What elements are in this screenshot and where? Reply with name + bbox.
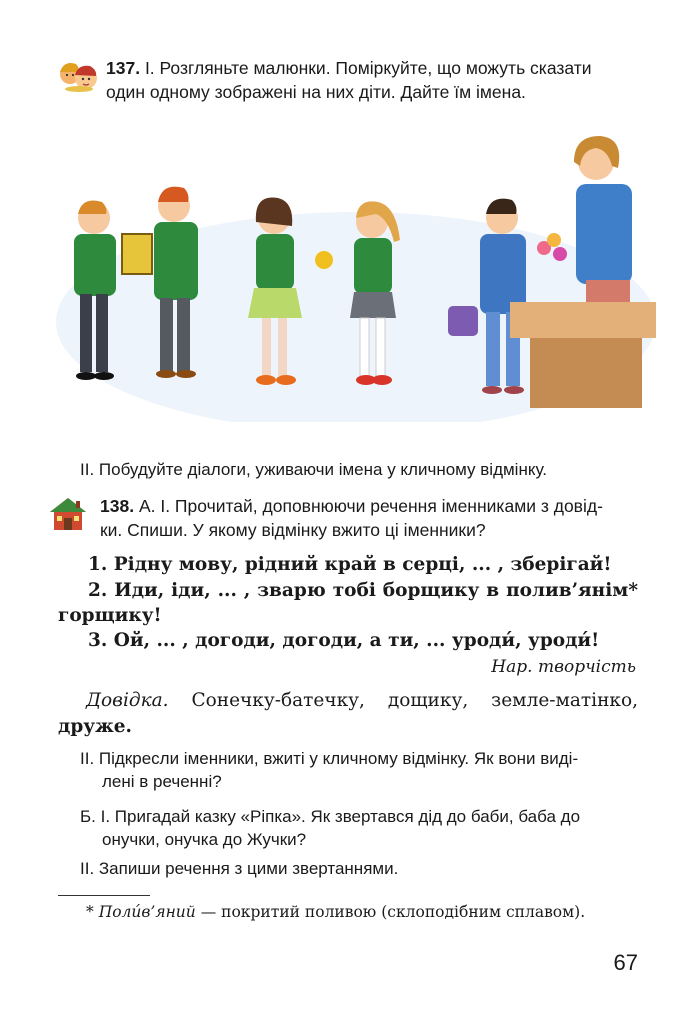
footnote-marker: * (86, 903, 94, 921)
instruction-line: один одному зображені на них діти. Дайте їм імена. (106, 82, 526, 102)
dovidka-line (86, 688, 638, 714)
footnote-term: Поли́в’яний (98, 903, 196, 921)
task-138-b (80, 805, 640, 851)
instruction-line: І. Розгляньте малюнки. Поміркуйте, що можуть сказати (144, 58, 592, 78)
verse-line: 1. Рідну мову, рідний край в серці, ... , зберігай! (88, 554, 612, 575)
verse-line: горщику! (58, 605, 162, 626)
task-number: 137. (106, 58, 141, 78)
task-137-instruction (106, 56, 658, 104)
task-138-b-part2: ІІ. Запиши речення з цими звертаннями. (80, 859, 399, 878)
dovidka-label: Довідка. (86, 690, 169, 711)
task-138-instruction (100, 494, 648, 542)
footnote (86, 903, 585, 921)
task-number: 138. (100, 496, 135, 516)
kids-icon (58, 58, 100, 92)
instruction-line: ки. Спиши. У якому відмінку вжито ці іменники? (100, 520, 486, 540)
task-138-part2 (80, 747, 640, 793)
instruction-line: А. І. Прочитай, доповнюючи речення іменниками з довід- (138, 496, 603, 516)
paragraph-line: лені в реченні? (102, 772, 222, 791)
dovidka-words: Сонечку-батечку, дощику, земле-матінко, (191, 690, 638, 711)
paragraph-line: онучки, онучка до Жучки? (102, 830, 307, 849)
children-illustration (56, 122, 656, 422)
task-137 (58, 56, 658, 104)
page-number: 67 (613, 950, 638, 975)
house-icon (48, 496, 88, 532)
desk-figure (510, 302, 656, 408)
footnote-divider (58, 895, 150, 896)
paragraph-line: Б. І. Пригадай казку «Ріпка». Як звертався дід до баби, баба до (80, 807, 581, 826)
dovidka-line: друже. (58, 716, 132, 737)
dovidka-reference (58, 688, 638, 740)
verse-line: 2. Иди, іди, ... , зварю тобі борщику в полив’янім* (88, 580, 638, 601)
task-137-part2: ІІ. Побудуйте діалоги, уживаючи імена у кличному відмінку. (80, 460, 548, 479)
verse-source: Нар. творчість (491, 657, 636, 677)
task-138 (48, 494, 648, 542)
paragraph-line: ІІ. Підкресли іменники, вжиті у кличному відмінку. Як вони виді- (80, 749, 579, 768)
verse-line: 3. Ой, ... , догоди, догоди, а ти, ... уроди́, уроди́! (88, 630, 600, 651)
footnote-definition: — покритий поливою (склоподібним сплавом). (200, 903, 586, 921)
